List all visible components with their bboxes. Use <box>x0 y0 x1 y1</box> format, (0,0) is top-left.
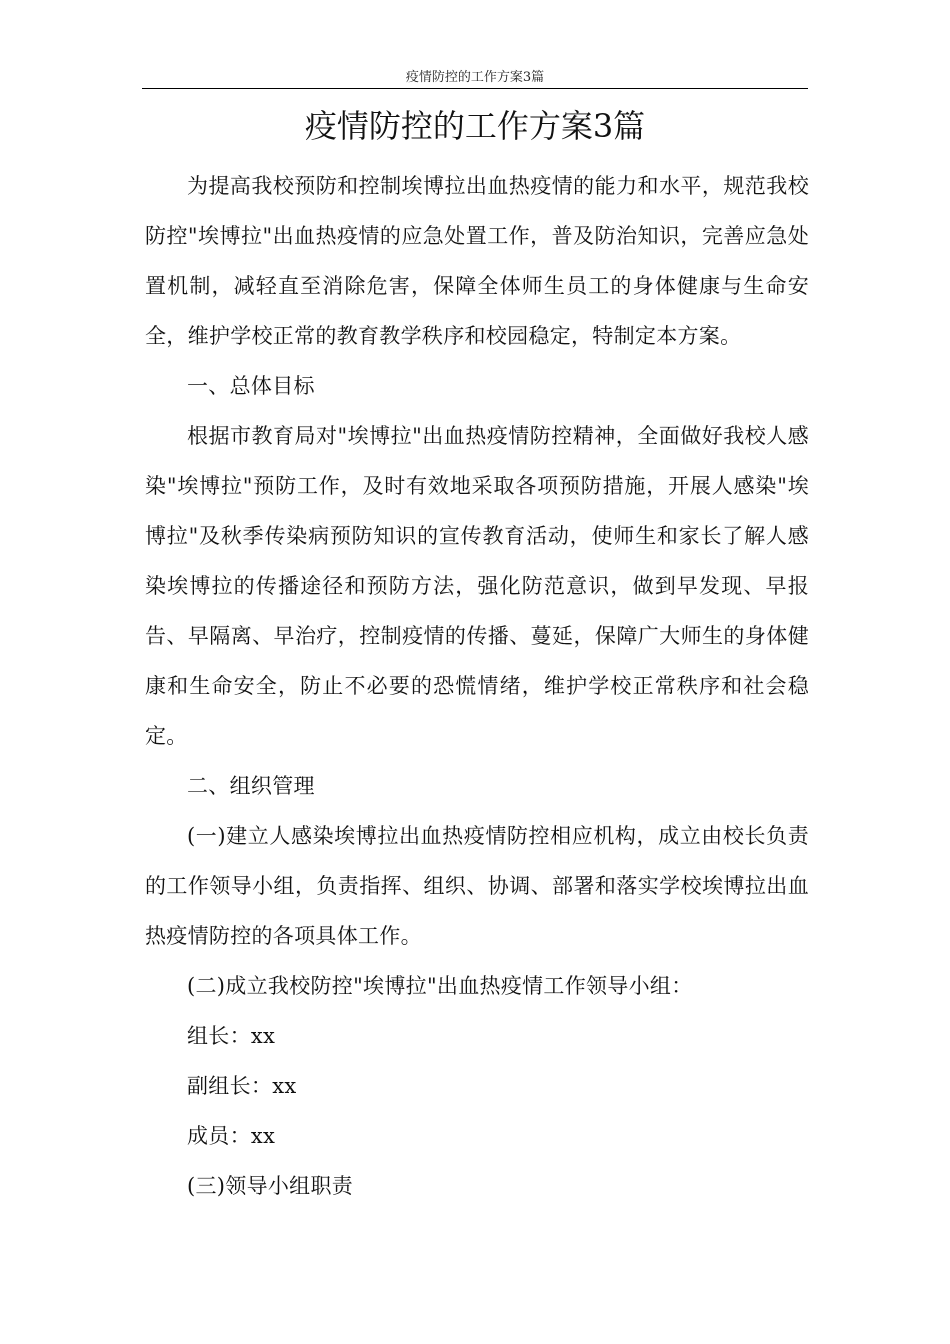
deputy-leader-line: 副组长：xx <box>187 1074 297 1098</box>
paragraph-organization-1: (一)建立人感染埃博拉出血热疫情防控相应机构，成立由校长负责的工作领导小组，负责指挥、组织、协调、部署和落实学校埃博拉出血热疫情防控的各项具体工作。 <box>145 824 809 948</box>
team-leader-line: 组长：xx <box>187 1024 276 1048</box>
document-body <box>145 161 809 1211</box>
section-heading-overall-goal: 一、总体目标 <box>187 374 315 398</box>
paragraph-intro: 为提高我校预防和控制埃博拉出血热疫情的能力和水平，规范我校防控"埃博拉"出血热疫情的应急处置工作，普及防治知识，完善应急处置机制，减轻直至消除危害，保障全体师生员工的身体健康与生命安全，维护学校正常的教育教学秩序和校园稳定，特制定本方案。 <box>145 174 809 348</box>
members-line: 成员：xx <box>187 1124 276 1148</box>
subsection-heading-duties: (三)领导小组职责 <box>187 1174 354 1198</box>
header-divider <box>142 88 808 89</box>
running-header: 疫情防控的工作方案3篇 <box>405 70 545 85</box>
paragraph-overall-goal: 根据市教育局对"埃博拉"出血热疫情防控精神，全面做好我校人感染"埃博拉"预防工作，及时有效地采取各项预防措施，开展人感染"埃博拉"及秋季传染病预防知识的宣传教育活动，使师生和家长了解人感染埃博拉的传播途径和预防方法，强化防范意识，做到早发现、早报告、早隔离、早治疗，控制疫情的传播、蔓延，保障广大师生的身体健康和生命安全，防止不必要的恐慌情绪，维护学校正常秩序和社会稳定。 <box>145 424 809 748</box>
section-heading-organization: 二、组织管理 <box>187 774 315 798</box>
document-title: 疫情防控的工作方案3篇 <box>304 107 646 145</box>
paragraph-organization-2: (二)成立我校防控"埃博拉"出血热疫情工作领导小组： <box>187 974 693 998</box>
